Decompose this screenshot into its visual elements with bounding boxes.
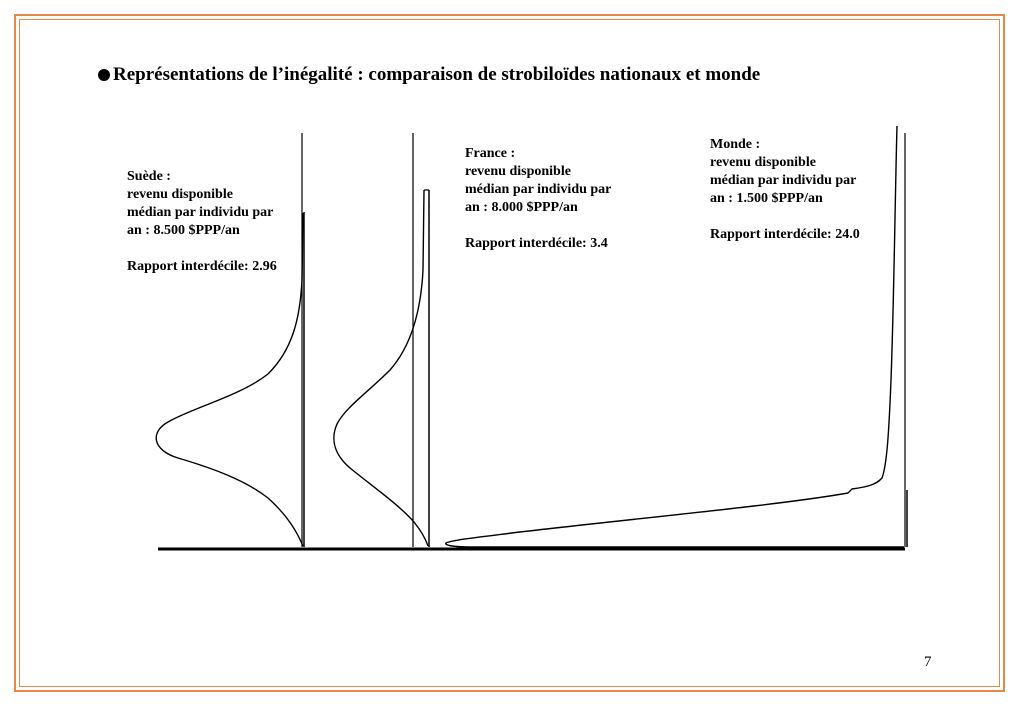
slide-title-text: Représentations de l’inégalité : comparaison de strobiloïdes nationaux et monde (113, 64, 761, 85)
label-monde-line: médian par individu par (710, 173, 857, 188)
label-monde-line: Monde : (710, 137, 761, 152)
suede-curve (156, 213, 303, 546)
label-france-line: revenu disponible (465, 164, 571, 179)
label-monde-line: an : 1.500 $PPP/an (710, 191, 823, 206)
label-suede-line: an : 8.500 $PPP/an (127, 223, 240, 238)
label-monde-ratio: Rapport interdécile: 24.0 (710, 227, 860, 242)
label-france-line: médian par individu par (465, 182, 612, 197)
france-curve (334, 190, 428, 546)
label-france-line: France : (465, 146, 516, 161)
label-suede-line: Suède : (127, 169, 171, 184)
label-france-ratio: Rapport interdécile: 3.4 (465, 236, 608, 251)
page-number: 7 (924, 654, 932, 670)
label-suede-line: médian par individu par (127, 205, 274, 220)
label-france-line: an : 8.000 $PPP/an (465, 200, 578, 215)
monde-curve (446, 126, 904, 547)
label-suede-line: revenu disponible (127, 187, 233, 202)
label-suede-ratio: Rapport interdécile: 2.96 (127, 259, 277, 274)
label-monde-line: revenu disponible (710, 155, 816, 170)
